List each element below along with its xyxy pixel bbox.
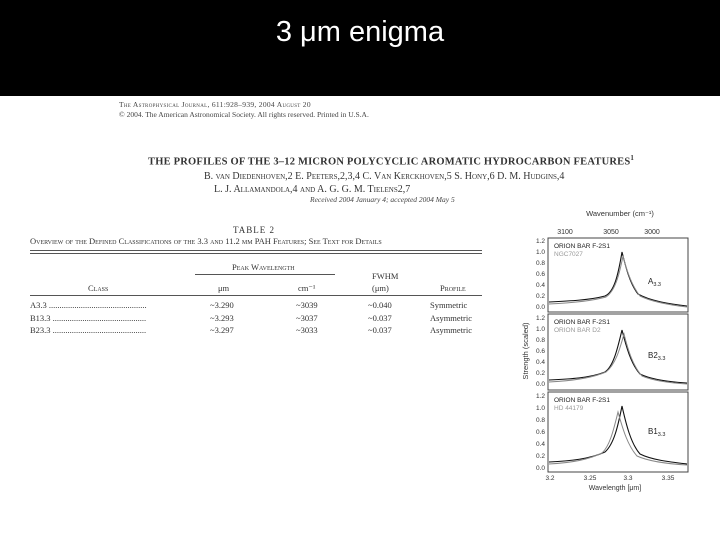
- top-axis-label: Wavenumber (cm⁻¹): [586, 209, 654, 218]
- spectrum-panel-2: [536, 314, 688, 390]
- paper-authors: [204, 170, 584, 196]
- y-tick-label: 0.0: [535, 465, 545, 472]
- table-cell-cm: ~3037: [296, 313, 318, 323]
- y-tick-label: 0.6: [535, 348, 545, 355]
- journal-header: [119, 100, 369, 120]
- table-cell-fwhm: ~0.040: [368, 300, 392, 310]
- top-tick-label: 3100: [557, 229, 573, 236]
- table-cell-um: ~3.297: [210, 325, 234, 335]
- y-tick-label: 1.2: [535, 238, 545, 245]
- y-axis-label: Strength (scaled): [521, 322, 530, 380]
- class-label: $B1_{3.3}$: [648, 427, 666, 438]
- y-tick-label: 1.0: [535, 326, 545, 333]
- y-tick-label: 1.0: [535, 405, 545, 412]
- spectrum-line-primary: [549, 406, 687, 464]
- y-tick-label: 0.4: [535, 282, 545, 289]
- spectrum-line-primary: [549, 252, 687, 306]
- table-cell-cm: ~3033: [296, 325, 318, 335]
- table-cell-cm: ~3039: [296, 300, 318, 310]
- top-tick-label: 3000: [644, 229, 660, 236]
- authors-line-2: L. J. Allamandola,4 and A. G. G. M. Tielens2,7: [214, 184, 411, 195]
- table-cell-um: ~3.293: [210, 313, 234, 323]
- table-cell-fwhm: ~0.037: [368, 313, 392, 323]
- paper-title-footnote: 1: [630, 154, 635, 162]
- table-top-rule-2: [30, 253, 482, 254]
- y-tick-label: 0.8: [535, 417, 545, 424]
- y-tick-label: 0.2: [535, 293, 545, 300]
- journal-copyright: © 2004. The American Astronomical Society. All rights reserved. Printed in U.S.A.: [119, 110, 369, 119]
- y-tick-label: 1.2: [535, 315, 545, 322]
- authors-line-1: B. van Diedenhoven,2 E. Peeters,2,3,4 C. Van Kerckhoven,5 S. Hony,6 D. M. Hudgins,4: [204, 171, 565, 182]
- y-tick-label: 0.6: [535, 271, 545, 278]
- legend-secondary: NGC7027: [554, 251, 583, 258]
- table-header-um: μm: [218, 283, 230, 293]
- table-top-rule-1: [30, 250, 482, 251]
- table-header-fwhm: FWHM: [372, 271, 399, 281]
- table-caption: Overview of the Defined Classifications of the 3.3 and 11.2 μm PAH Features; See Text for Details: [30, 236, 382, 246]
- table-label: TABLE 2: [233, 225, 276, 235]
- table-header-cm: cm⁻¹: [298, 283, 316, 293]
- table-cell-profile: Asymmetric: [430, 313, 473, 323]
- bottom-tick-label: 3.25: [583, 475, 597, 482]
- y-tick-label: 0.4: [535, 441, 545, 448]
- table-header-profile: Profile: [440, 283, 466, 293]
- y-tick-label: 1.2: [535, 393, 545, 400]
- table-header-rule: [30, 295, 482, 296]
- spectrum-panel-1: [536, 238, 688, 312]
- spectrum-line-secondary: [549, 256, 687, 307]
- legend-secondary: HD 44179: [554, 405, 584, 412]
- spectrum-line-primary: [549, 330, 687, 383]
- bottom-tick-label: 3.2: [545, 475, 555, 482]
- legend-primary: ORION BAR F-2S1: [554, 319, 610, 326]
- y-tick-label: 0.2: [535, 453, 545, 460]
- table-cell-fwhm: ~0.037: [368, 325, 392, 335]
- table-group-rule: [195, 274, 335, 275]
- y-tick-label: 0.0: [535, 381, 545, 388]
- y-tick-label: 0.6: [535, 429, 545, 436]
- table-cell-profile: Symmetric: [430, 300, 468, 310]
- y-tick-label: 0.8: [535, 337, 545, 344]
- spectrum-panel-3: [536, 392, 688, 472]
- y-tick-label: 0.8: [535, 260, 545, 267]
- spectrum-line-secondary: [549, 412, 687, 465]
- y-tick-label: 0.0: [535, 304, 545, 311]
- table-header-class: Class: [88, 283, 109, 293]
- table-cell-class: B13.3 ............................................: [30, 313, 147, 323]
- y-tick-label: 0.2: [535, 370, 545, 377]
- legend-primary: ORION BAR F-2S1: [554, 397, 610, 404]
- table-cell-class: A3.3 ..............................................: [30, 300, 147, 310]
- bottom-tick-label: 3.3: [623, 475, 633, 482]
- table-group-header: Peak Wavelength: [232, 262, 295, 272]
- bottom-tick-label: 3.35: [661, 475, 675, 482]
- class-label: $B2_{3.3}$: [648, 351, 666, 362]
- table-cell-profile: Asymmetric: [430, 325, 473, 335]
- spectra-figure-svg: [510, 206, 710, 496]
- legend-secondary: ORION BAR D2: [554, 327, 601, 334]
- spectrum-line-secondary: [549, 334, 687, 384]
- paper-title-text: THE PROFILES OF THE 3–12 MICRON POLYCYCLIC AROMATIC HYDROCARBON FEATURES: [148, 156, 631, 168]
- legend-primary: ORION BAR F-2S1: [554, 243, 610, 250]
- journal-citation: The Astrophysical Journal, 611:928–939, 2004 August 20: [119, 100, 311, 109]
- bottom-axis-label: Wavelength [μm]: [588, 485, 642, 492]
- slide-title: 3 μm enigma: [275, 16, 445, 48]
- table-cell-class: B23.3 ............................................: [30, 325, 147, 335]
- class-label: $A_{3.3}$: [648, 277, 661, 288]
- y-tick-label: 0.4: [535, 359, 545, 366]
- table-header-fwhm-unit: (μm): [372, 283, 389, 293]
- paper-title: [148, 154, 634, 168]
- table-cell-um: ~3.290: [210, 300, 234, 310]
- top-tick-label: 3050: [603, 229, 619, 236]
- spectra-figure: [510, 206, 710, 496]
- received-dates: Received 2004 January 4; accepted 2004 May 5: [310, 195, 455, 204]
- y-tick-label: 1.0: [535, 249, 545, 256]
